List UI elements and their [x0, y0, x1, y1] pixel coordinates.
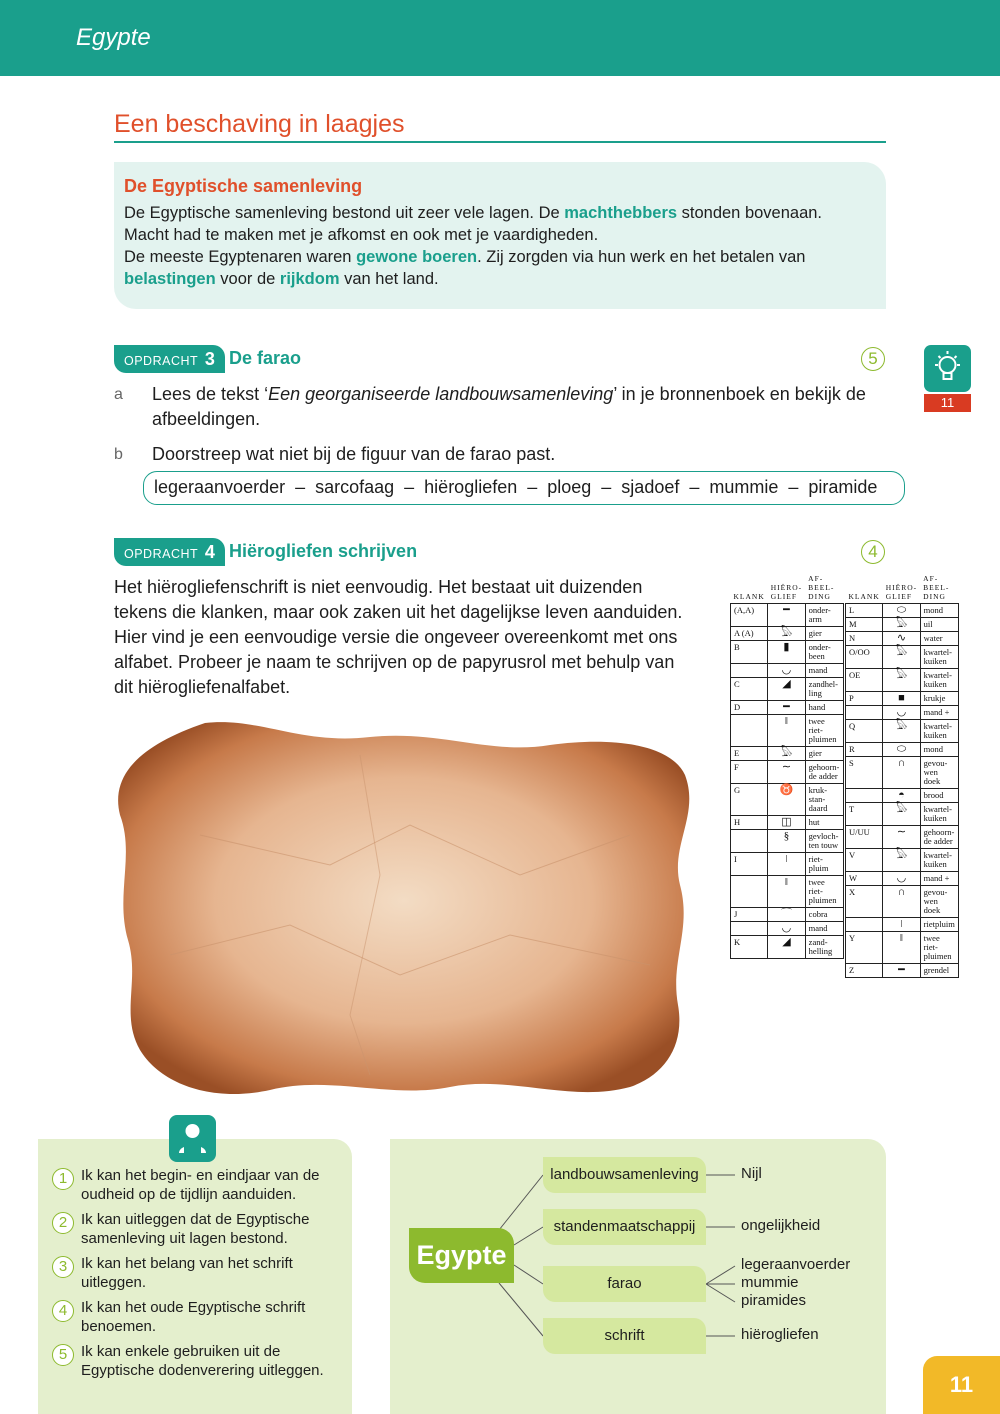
mindmap-leaf: mummie	[741, 1274, 799, 1291]
alphabet-picture: kwartel-kuiken	[920, 803, 958, 826]
hieroglyph-glyph: 𓅃	[883, 849, 920, 872]
alphabet-row	[846, 964, 959, 978]
info-text: van het land.	[339, 270, 439, 288]
info-line-4	[124, 268, 876, 290]
alphabet-picture: gevloch-ten touw	[805, 830, 843, 853]
alphabet-picture: krukje	[920, 692, 958, 706]
task-3b-text: Doorstreep wat niet bij de figuur van de farao past.	[152, 444, 556, 464]
alphabet-sound: D	[731, 701, 768, 715]
alphabet-picture: mand	[805, 922, 843, 936]
hieroglyph-glyph: 𓅃	[768, 747, 805, 761]
alphabet-row	[846, 886, 959, 918]
goal-text: Ik kan het belang van het schrift uitleggen.	[81, 1255, 293, 1291]
alphabet-picture: onder-arm	[805, 604, 843, 627]
alphabet-row	[731, 908, 844, 922]
mindmap-node-farao: farao	[543, 1266, 706, 1302]
hieroglyph-glyph: ∩	[883, 886, 920, 918]
alphabet-sound: R	[846, 743, 883, 757]
hieroglyph-glyph: ‖	[768, 876, 805, 908]
task-3-title: De farao	[229, 348, 302, 368]
alphabet-picture: mond	[920, 743, 958, 757]
hieroglyph-glyph: ∼	[883, 826, 920, 849]
alphabet-sound	[731, 715, 768, 747]
hieroglyph-glyph: ♉	[768, 784, 805, 816]
hieroglyph-glyph: ━	[883, 964, 920, 978]
alphabet-sound: X	[846, 886, 883, 918]
task-badge-number: 4	[204, 542, 216, 562]
col-header: KLANK	[848, 592, 880, 601]
alphabet-picture: twee riet-pluimen	[805, 876, 843, 908]
alphabet-row	[846, 692, 959, 706]
alphabet-sound: S	[846, 757, 883, 789]
goal-text: Ik kan uitleggen dat de Egyptische samenleving uit lagen bestond.	[81, 1211, 310, 1247]
alphabet-sound	[846, 706, 883, 720]
alphabet-picture: brood	[920, 789, 958, 803]
alphabet-row	[731, 936, 844, 959]
info-line-3	[124, 246, 876, 268]
alphabet-sound: P	[846, 692, 883, 706]
task-4-badge	[114, 538, 225, 566]
hieroglyph-glyph: ǀ	[883, 918, 920, 932]
hieroglyph-glyph: ∼	[768, 761, 805, 784]
info-title: De Egyptische samenleving	[124, 176, 363, 196]
hieroglyph-glyph: ⌒	[768, 908, 805, 922]
task-3-level: 5	[861, 347, 885, 371]
section-divider	[114, 141, 886, 143]
alphabet-picture: rietpluim	[920, 918, 958, 932]
hieroglyph-glyph: ◡	[883, 706, 920, 720]
alphabet-row	[846, 669, 959, 692]
alphabet-picture: kwartel-kuiken	[920, 849, 958, 872]
goal-text: Ik kan het begin- en eindjaar van de oudheid op de tijdlijn aanduiden.	[81, 1167, 320, 1203]
alphabet-sound: J	[731, 908, 768, 922]
hieroglyph-glyph: 𓅃	[883, 669, 920, 692]
alphabet-row	[731, 641, 844, 664]
alphabet-row	[731, 922, 844, 936]
chapter-title: Egypte	[76, 24, 151, 51]
alphabet-row	[731, 604, 844, 627]
alphabet-picture: twee riet-pluimen	[920, 932, 958, 964]
alphabet-row	[731, 664, 844, 678]
student-icon	[169, 1115, 216, 1162]
task-4-title: Hiërogliefen schrijven	[229, 541, 418, 561]
alphabet-sound: M	[846, 618, 883, 632]
goal-number: 4	[52, 1300, 74, 1322]
mindmap-leaf: piramides	[741, 1292, 807, 1309]
alphabet-sound	[846, 789, 883, 803]
mindmap-node-landbouw: landbouwsamenleving	[543, 1157, 706, 1193]
task-text: Lees de tekst ‘	[152, 384, 269, 404]
alphabet-sound	[731, 876, 768, 908]
hieroglyph-glyph: ǀ	[768, 853, 805, 876]
alphabet-sound: Z	[846, 964, 883, 978]
hieroglyph-glyph: ‖	[883, 932, 920, 964]
alphabet-picture: kwartel-kuiken	[920, 720, 958, 743]
alphabet-row	[846, 743, 959, 757]
hieroglyph-glyph: ∿	[883, 632, 920, 646]
goal-item	[52, 1298, 342, 1336]
alphabet-picture: gevou-wen doek	[920, 886, 958, 918]
task-letter: a	[114, 386, 123, 403]
alphabet-row	[731, 784, 844, 816]
hieroglyph-glyph: ◢	[768, 936, 805, 959]
alphabet-sound: F	[731, 761, 768, 784]
side-page-tag: 11	[924, 394, 971, 412]
alphabet-sound: L	[846, 604, 883, 618]
goal-item	[52, 1166, 342, 1204]
info-box	[114, 162, 886, 309]
hieroglyph-glyph: 𓅃	[883, 618, 920, 632]
task-source-title: Een georganiseerde landbouwsamenleving	[268, 384, 614, 404]
hieroglyph-glyph: §	[768, 830, 805, 853]
alphabet-row	[731, 747, 844, 761]
alphabet-row	[731, 876, 844, 908]
task-badge-label: OPDRACHT	[124, 547, 198, 561]
mindmap-node-standen: standenmaatschappij	[543, 1209, 706, 1245]
hieroglyph-glyph: ∩	[883, 757, 920, 789]
alphabet-sound: N	[846, 632, 883, 646]
alphabet-row	[846, 618, 959, 632]
alphabet-sound: I	[731, 853, 768, 876]
hieroglyph-glyph: ■	[883, 692, 920, 706]
alphabet-row	[731, 853, 844, 876]
alphabet-sound: (A,A)	[731, 604, 768, 627]
alphabet-picture: hut	[805, 816, 843, 830]
alphabet-picture: gier	[805, 627, 843, 641]
alphabet-sound: Y	[846, 932, 883, 964]
alphabet-sound: E	[731, 747, 768, 761]
info-keyword: rijkdom	[279, 270, 340, 288]
mindmap-leaf: ongelijkheid	[741, 1217, 821, 1234]
alphabet-picture: riet-pluim	[805, 853, 843, 876]
alphabet-row	[846, 932, 959, 964]
info-keyword: gewone boeren	[356, 248, 478, 266]
alphabet-sound: H	[731, 816, 768, 830]
hieroglyph-glyph: ◢	[768, 678, 805, 701]
papyrus-writing-area[interactable]	[110, 715, 710, 1105]
info-text: . Zij zorgden via hun werk en het betalen van	[477, 248, 806, 266]
mindmap-node-schrift: schrift	[543, 1318, 706, 1354]
goal-number: 3	[52, 1256, 74, 1278]
alphabet-sound	[731, 830, 768, 853]
mindmap-leaf: Nijl	[741, 1165, 762, 1182]
task-badge-label: OPDRACHT	[124, 354, 198, 368]
mindmap-leaf: hiërogliefen	[741, 1326, 819, 1343]
hieroglyph-glyph: 𓅃	[883, 803, 920, 826]
alphabet-row	[731, 761, 844, 784]
alphabet-row	[846, 918, 959, 932]
goal-item	[52, 1342, 342, 1380]
alphabet-picture: kwartel-kuiken	[920, 646, 958, 669]
goal-item	[52, 1254, 342, 1292]
alphabet-sound: A (A)	[731, 627, 768, 641]
info-text: De meeste Egyptenaren waren	[124, 248, 357, 266]
hieroglyph-glyph: ‖	[768, 715, 805, 747]
alphabet-sound: U/UU	[846, 826, 883, 849]
alphabet-row	[731, 701, 844, 715]
alphabet-picture: kruk-stan-daard	[805, 784, 843, 816]
hieroglyph-alphabet-left	[730, 572, 844, 959]
alphabet-picture: mand +	[920, 872, 958, 886]
alphabet-picture: zandhel-ling	[805, 678, 843, 701]
alphabet-row	[731, 830, 844, 853]
alphabet-row	[846, 803, 959, 826]
task-text: ’ in je bronnenboek en bekijk de afbeeldingen.	[152, 384, 866, 429]
word-list[interactable]: legeraanvoerder – sarcofaag – hiërogliefen – ploeg – sjadoef – mummie – piramide	[154, 477, 878, 497]
info-keyword: belastingen	[124, 270, 216, 288]
alphabet-row	[731, 816, 844, 830]
alphabet-picture: gier	[805, 747, 843, 761]
hieroglyph-glyph: ⬭	[883, 604, 920, 618]
task-3a	[114, 382, 894, 432]
info-keyword: machthebbers	[564, 204, 678, 222]
alphabet-row	[731, 678, 844, 701]
info-text: stonden bovenaan.	[677, 204, 823, 222]
hieroglyph-glyph: ▮	[768, 641, 805, 664]
hieroglyph-glyph: ◫	[768, 816, 805, 830]
goal-number: 1	[52, 1168, 74, 1190]
task-badge-number: 3	[204, 349, 216, 369]
task-3b	[114, 442, 894, 467]
hieroglyph-glyph: ━	[768, 604, 805, 627]
task-4-text: Het hiërogliefenschrift is niet eenvoudig. Het bestaat uit duizenden tekens die klanken, maar ook zaken uit het dagelijkse leven aanduiden. Hier vind je een eenvoudige versie die ongeveer overeenkomt met ons alfabet. Probeer je naam te schrijven op de papyrusrol met behulp van dit hiërogliefenalfabet.	[114, 577, 683, 697]
goal-item	[52, 1210, 342, 1248]
alphabet-picture: gevou-wen doek	[920, 757, 958, 789]
alphabet-row	[846, 757, 959, 789]
alphabet-picture: zand-helling	[805, 936, 843, 959]
alphabet-sound: K	[731, 936, 768, 959]
alphabet-sound	[731, 922, 768, 936]
strike-words-box[interactable]	[143, 471, 905, 505]
task-3-badge	[114, 345, 225, 373]
task-letter: b	[114, 446, 123, 463]
alphabet-row	[846, 706, 959, 720]
alphabet-picture: cobra	[805, 908, 843, 922]
alphabet-picture: hand	[805, 701, 843, 715]
alphabet-sound	[846, 918, 883, 932]
mindmap-center: Egypte	[409, 1228, 514, 1283]
hieroglyph-glyph: ◡	[768, 664, 805, 678]
hieroglyph-glyph: ⬭	[883, 743, 920, 757]
alphabet-sound: G	[731, 784, 768, 816]
alphabet-sound: B	[731, 641, 768, 664]
alphabet-picture: water	[920, 632, 958, 646]
hieroglyph-glyph: 𓅃	[768, 627, 805, 641]
info-line-1	[124, 202, 876, 224]
alphabet-sound: Q	[846, 720, 883, 743]
alphabet-row	[846, 872, 959, 886]
alphabet-row	[846, 604, 959, 618]
task-4-level: 4	[861, 540, 885, 564]
mindmap-leaf: legeraanvoerder	[741, 1256, 851, 1273]
alphabet-picture: twee riet-pluimen	[805, 715, 843, 747]
hieroglyph-alphabet-right	[845, 572, 959, 978]
alphabet-sound: V	[846, 849, 883, 872]
col-header: HIËRO-GLIEF	[885, 583, 918, 601]
alphabet-row	[846, 849, 959, 872]
goal-text: Ik kan het oude Egyptische schrift benoemen.	[81, 1299, 306, 1335]
lightbulb-icon[interactable]	[924, 345, 971, 392]
alphabet-picture: gehoorn-de adder	[920, 826, 958, 849]
alphabet-picture: grendel	[920, 964, 958, 978]
alphabet-sound: W	[846, 872, 883, 886]
alphabet-row	[846, 646, 959, 669]
alphabet-row	[846, 632, 959, 646]
alphabet-sound	[731, 664, 768, 678]
alphabet-row	[846, 789, 959, 803]
alphabet-picture: mand	[805, 664, 843, 678]
alphabet-sound: O/OO	[846, 646, 883, 669]
hieroglyph-glyph: ◡	[768, 922, 805, 936]
alphabet-sound: C	[731, 678, 768, 701]
goal-number: 5	[52, 1344, 74, 1366]
info-text: voor de	[215, 270, 280, 288]
alphabet-row	[731, 715, 844, 747]
hieroglyph-glyph: ◓	[883, 789, 920, 803]
alphabet-picture: mond	[920, 604, 958, 618]
alphabet-picture: kwartel-kuiken	[920, 669, 958, 692]
alphabet-sound: OE	[846, 669, 883, 692]
col-header: AF-BEEL-DING	[923, 574, 950, 601]
page-number: 11	[923, 1356, 1000, 1414]
alphabet-picture: uil	[920, 618, 958, 632]
goal-number: 2	[52, 1212, 74, 1234]
hieroglyph-glyph: ◡	[883, 872, 920, 886]
alphabet-picture: onder-been	[805, 641, 843, 664]
info-text: De Egyptische samenleving bestond uit zeer vele lagen. De	[124, 204, 565, 222]
alphabet-row	[846, 720, 959, 743]
section-title: Een beschaving in laagjes	[114, 110, 405, 138]
goal-text: Ik kan enkele gebruiken uit de Egyptische dodenverering uitleggen.	[81, 1343, 324, 1379]
hieroglyph-glyph: 𓅃	[883, 720, 920, 743]
col-header: KLANK	[733, 592, 765, 601]
info-line-2: Macht had te maken met je afkomst en ook met je vaardigheden.	[124, 226, 599, 244]
alphabet-row	[731, 627, 844, 641]
task-3a-text	[152, 382, 894, 432]
hieroglyph-glyph: ━	[768, 701, 805, 715]
hieroglyph-glyph: 𓅃	[883, 646, 920, 669]
col-header: HIËRO-GLIEF	[770, 583, 803, 601]
alphabet-sound: T	[846, 803, 883, 826]
alphabet-picture: gehoorn-de adder	[805, 761, 843, 784]
alphabet-row	[846, 826, 959, 849]
alphabet-picture: mand +	[920, 706, 958, 720]
chapter-header	[0, 0, 1000, 76]
col-header: AF-BEEL-DING	[808, 574, 835, 601]
